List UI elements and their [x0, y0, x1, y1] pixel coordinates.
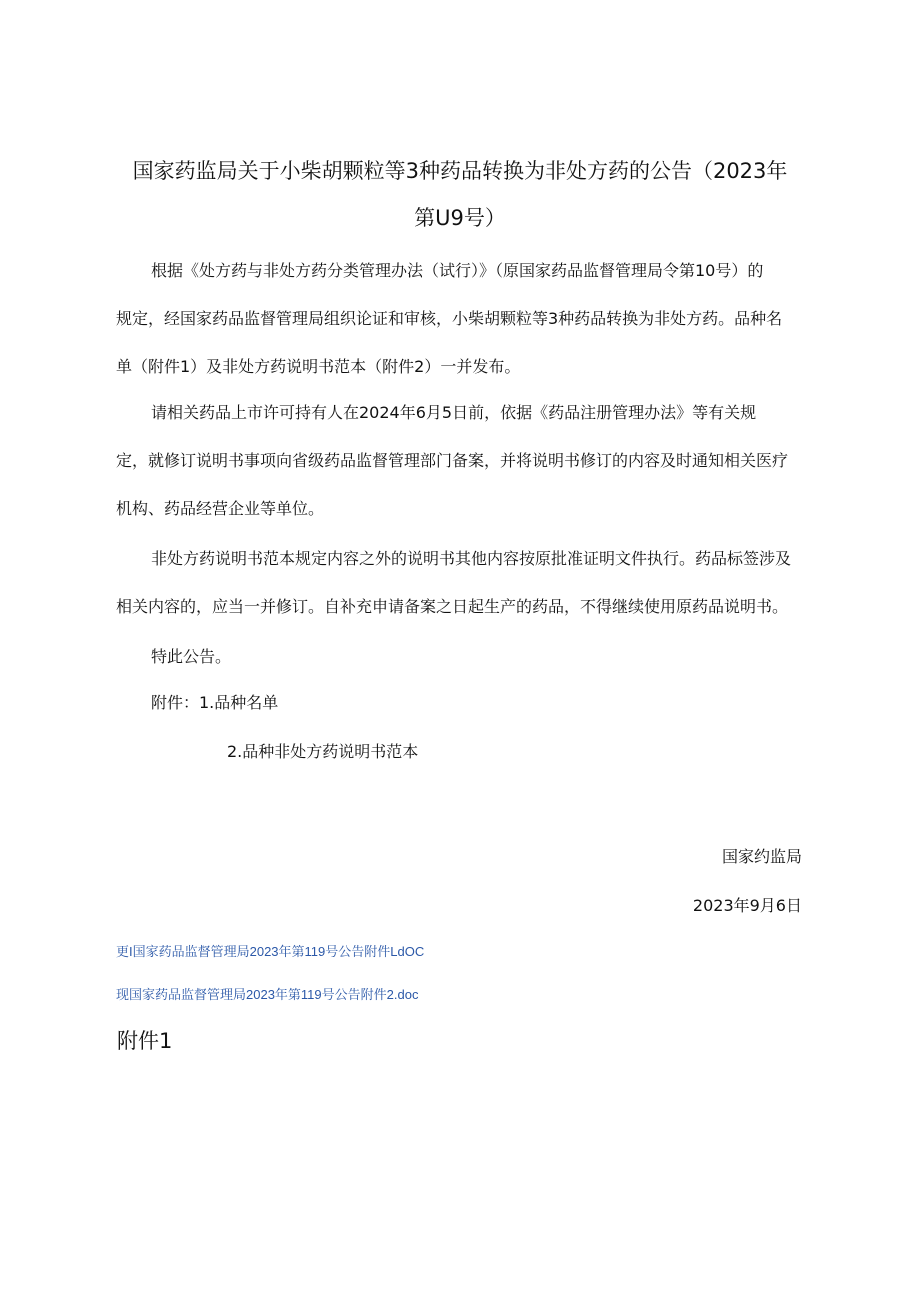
paragraph-2-line-1: 请相关药品上市许可持有人在2024年6月5日前，依据《药品注册管理办法》等有关规 — [151, 403, 757, 422]
paragraph-2-line-2: 定，就修订说明书事项向省级药品监督管理部门备案，并将说明书修订的内容及时通知相关医疗 — [116, 451, 789, 470]
notice-closing: 特此公告。 — [151, 647, 232, 666]
appendix-heading: 附件1 — [117, 1029, 173, 1053]
paragraph-1-line-2: 规定，经国家药品监督管理局组织论证和审核，小柴胡颗粒等3种药品转换为非处方药。品种名 — [116, 309, 783, 328]
attachment-link-2[interactable]: 现国家药品监督管理局2023年第119号公告附件2.doc — [116, 987, 419, 1002]
paragraph-2-line-3: 机构、药品经营企业等单位。 — [116, 499, 325, 518]
paragraph-1-line-1: 根据《处方药与非处方药分类管理办法（试行）》（原国家药品监督管理局令第10号）的 — [151, 261, 764, 280]
paragraph-1-line-3: 单（附件1）及非处方药说明书范本（附件2）一并发布。 — [116, 357, 521, 376]
paragraph-3-line-1: 非处方药说明书范本规定内容之外的说明书其他内容按原批准证明文件执行。药品标签涉及 — [151, 549, 792, 568]
document-title-line-2: 第U9号） — [414, 206, 506, 230]
signature-organization: 国家约监局 — [721, 847, 802, 866]
attachment-link-1[interactable]: 更I国家药品监督管理局2023年第119号公告附件LdOC — [116, 944, 425, 959]
signature-date: 2023年9月6日 — [692, 896, 802, 915]
paragraph-3-line-2: 相关内容的，应当一并修订。自补充申请备案之日起生产的药品，不得继续使用原药品说明书。 — [116, 597, 789, 616]
attachment-item-1: 附件：1.品种名单 — [151, 693, 279, 712]
document-title-line-1: 国家药监局关于小柴胡颗粒等3种药品转换为非处方药的公告（2023年 — [132, 159, 788, 183]
attachment-item-2: 2.品种非处方药说明书范本 — [227, 742, 419, 761]
